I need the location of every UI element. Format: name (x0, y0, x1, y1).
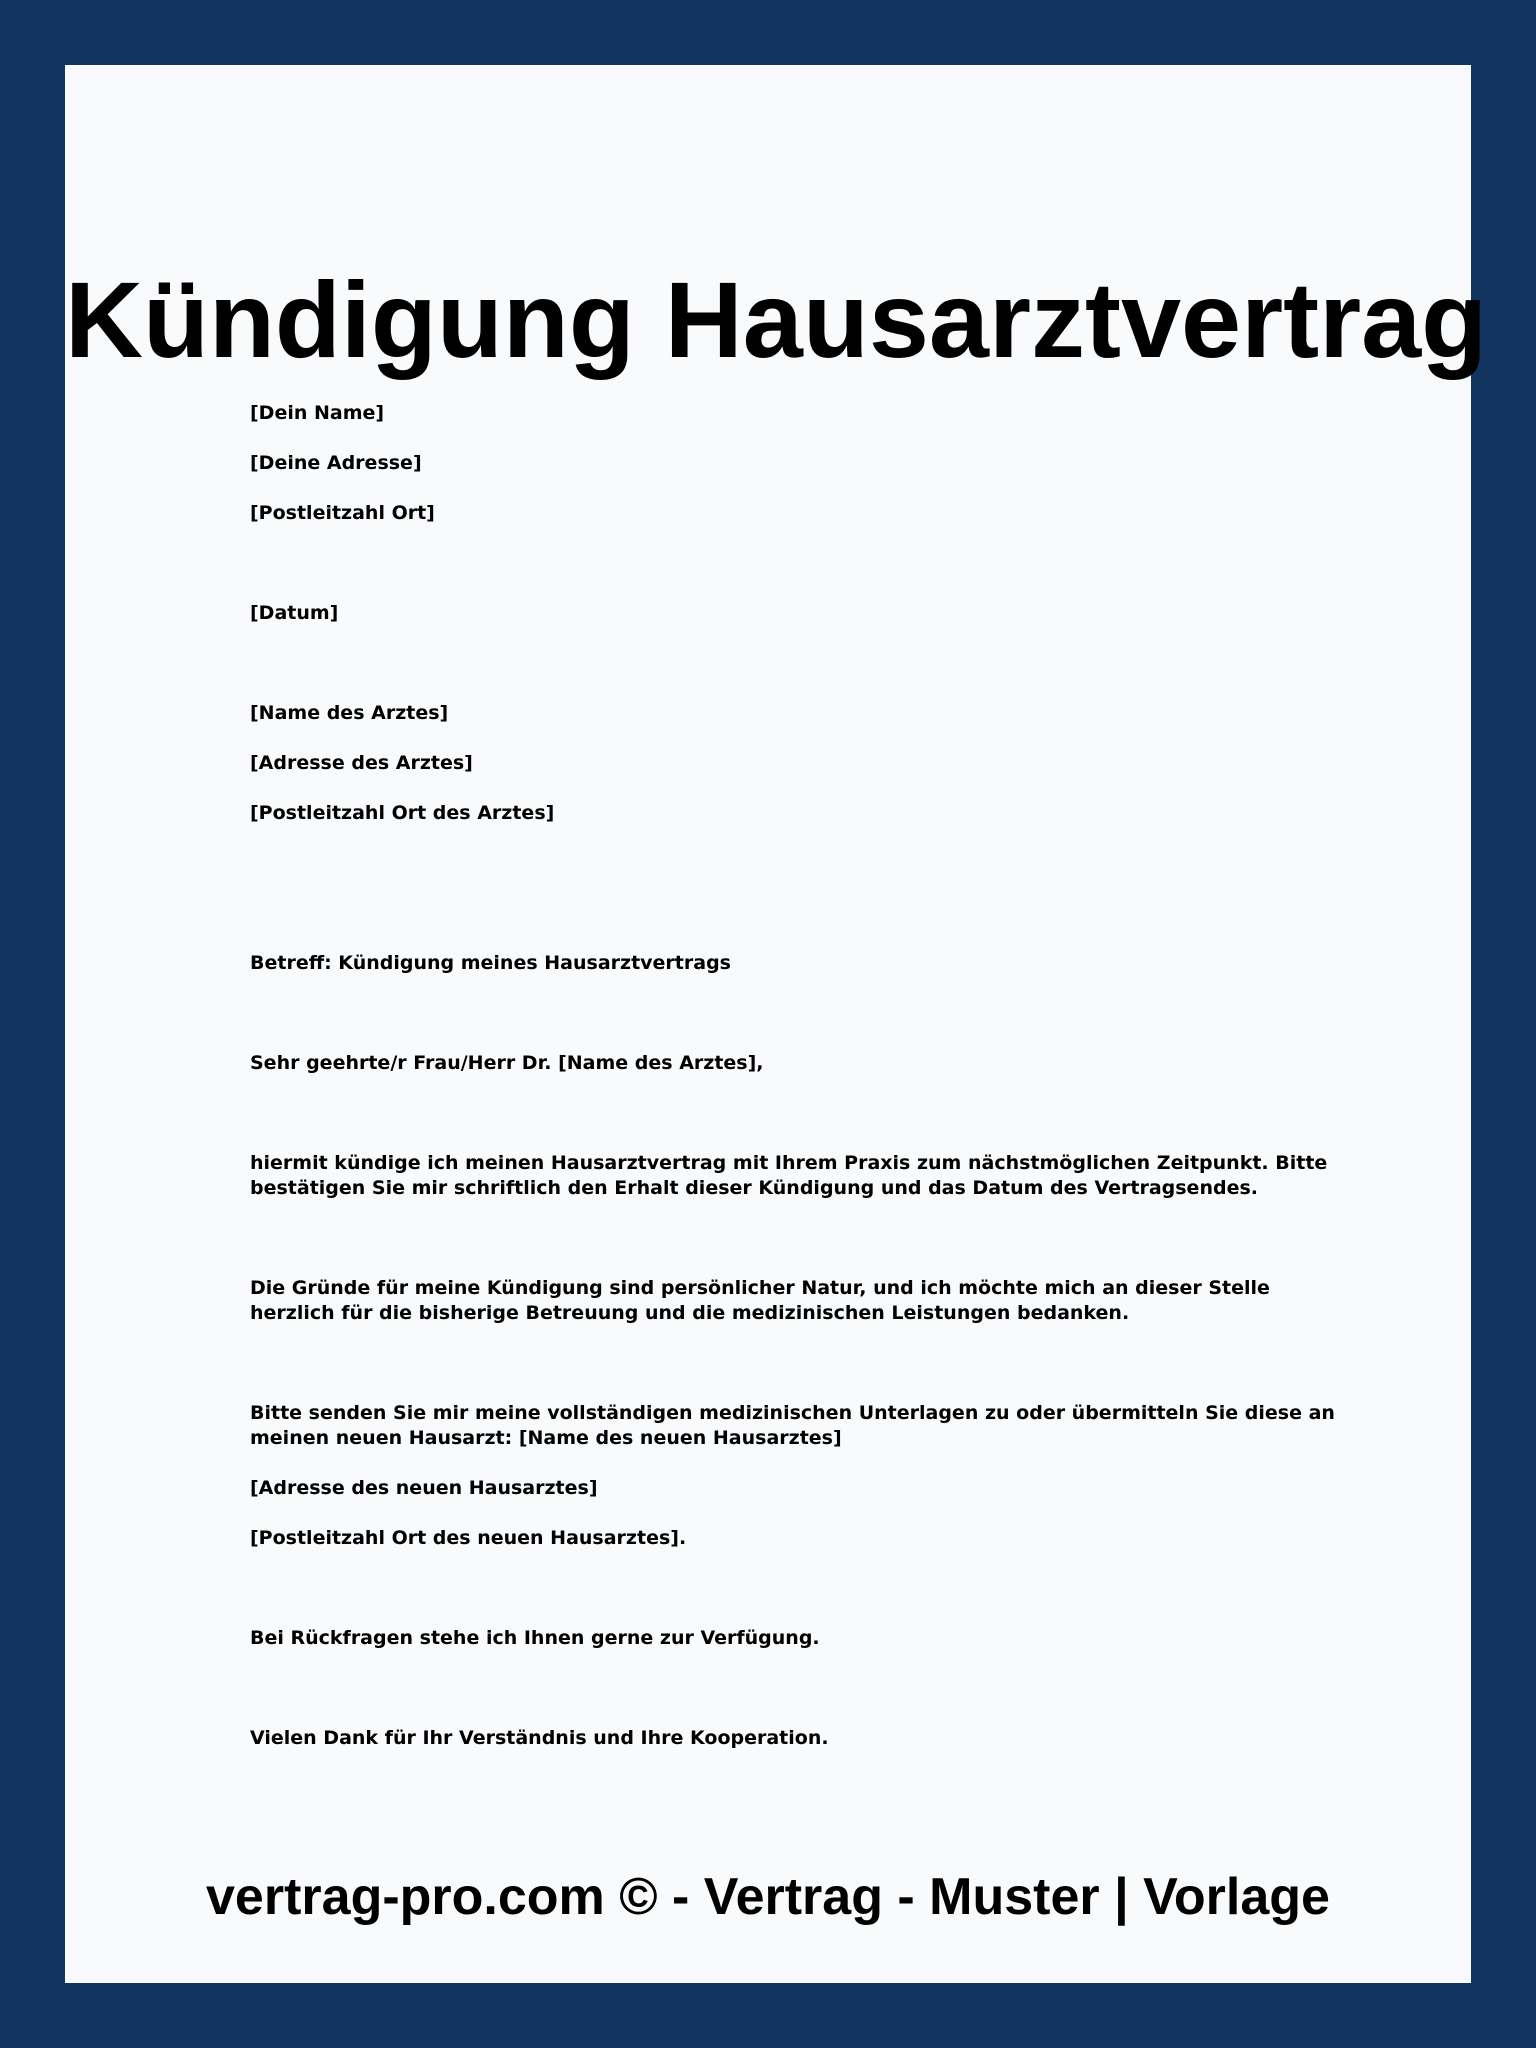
recipient-city: [Postleitzahl Ort des Arztes] (250, 802, 555, 824)
letter-salutation: Sehr geehrte/r Frau/Herr Dr. [Name des Arztes], (250, 1052, 764, 1074)
closing-line: Vielen Dank für Ihr Verständnis und Ihre Kooperation. (250, 1727, 829, 1749)
document-page (65, 65, 1488, 1983)
closing-line: Bei Rückfragen stehe ich Ihnen gerne zur Verfügung. (250, 1627, 820, 1649)
page-footer: vertrag-pro.com © - Vertrag - Muster | Vorlage (206, 1868, 1330, 1926)
sender-name: [Dein Name] (250, 402, 385, 424)
sender-city: [Postleitzahl Ort] (250, 502, 435, 524)
new-doctor-address: [Adresse des neuen Hausarztes] (250, 1477, 598, 1499)
recipient-address: [Adresse des Arztes] (250, 752, 473, 774)
sender-address: [Deine Adresse] (250, 452, 422, 474)
body-paragraph: hiermit kündige ich meinen Hausarztvertrag mit Ihrem Praxis zum nächstmöglichen Zeitpunkt. Bitte bestätigen Sie mir schriftlich den Erhalt dieser Kündigung und das Datum des Vertragsendes. (250, 1152, 1328, 1199)
letter-subject: Betreff: Kündigung meines Hausarztvertrags (250, 952, 731, 974)
letter-date: [Datum] (250, 602, 339, 624)
body-paragraph: Die Gründe für meine Kündigung sind persönlicher Natur, und ich möchte mich an dieser Stelle herzlich für die bisherige Betreuung und die medizinischen Leistungen bedanken. (250, 1277, 1270, 1324)
recipient-name: [Name des Arztes] (250, 702, 449, 724)
body-paragraph: Bitte senden Sie mir meine vollständigen medizinischen Unterlagen zu oder übermitteln Sie diese an meinen neuen Hausarzt: [Name des neuen Hausarztes] (250, 1402, 1335, 1449)
new-doctor-city: [Postleitzahl Ort des neuen Hausarztes]. (250, 1527, 687, 1549)
document-title: Kündigung Hausarztvertrag (65, 259, 1488, 380)
